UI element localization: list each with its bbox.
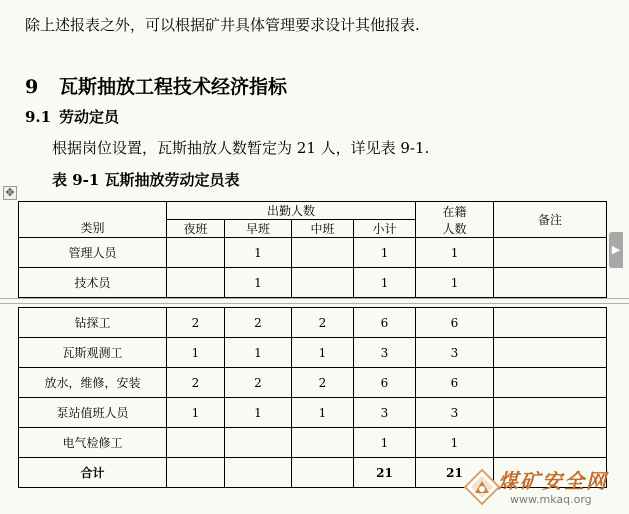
table-row — [19, 238, 607, 268]
staffing-table-top — [18, 201, 607, 298]
staffing-table-bottom — [18, 307, 607, 488]
total-subtotal: 21 — [354, 458, 416, 488]
cell-remarks — [494, 268, 607, 298]
table-row — [19, 308, 607, 338]
row-category: 瓦斯观测工 — [19, 338, 167, 368]
header-remarks: 备注 — [494, 202, 607, 238]
cell-registered: 6 — [416, 308, 494, 338]
chevron-right-icon[interactable]: ▶ — [609, 232, 623, 268]
body-paragraph: 根据岗位设置，瓦斯抽放人数暂定为 21 人，详见表 9-1. — [52, 139, 430, 157]
cell-subtotal: 3 — [354, 398, 416, 428]
table-row — [19, 398, 607, 428]
table-row — [19, 368, 607, 398]
watermark-url: www.mkaq.org — [510, 493, 592, 506]
header-morning-shift: 早班 — [225, 220, 292, 238]
total-registered: 21 — [416, 458, 494, 488]
cell-subtotal: 3 — [354, 338, 416, 368]
page-break-line — [0, 298, 629, 299]
move-handle-icon[interactable]: ✥ — [3, 186, 17, 200]
row-category: 泵站值班人员 — [19, 398, 167, 428]
cell-morning: 2 — [225, 368, 292, 398]
cell-night: 2 — [167, 368, 225, 398]
cell-morning: 1 — [225, 338, 292, 368]
cell-night — [167, 458, 225, 488]
cell-remarks — [494, 368, 607, 398]
table-row — [19, 428, 607, 458]
subsection-number: 9.1 — [25, 108, 52, 126]
cell-remarks — [494, 338, 607, 368]
cell-middle: 2 — [292, 368, 354, 398]
row-category: 管理人员 — [19, 238, 167, 268]
cell-middle: 1 — [292, 338, 354, 368]
total-label: 合计 — [19, 458, 167, 488]
cell-morning — [225, 458, 292, 488]
cell-subtotal: 1 — [354, 238, 416, 268]
cell-night — [167, 428, 225, 458]
header-attendance: 出勤人数 — [167, 202, 416, 220]
cell-middle: 2 — [292, 308, 354, 338]
cell-morning: 1 — [225, 268, 292, 298]
page-break-line — [0, 303, 629, 304]
cell-registered: 1 — [416, 268, 494, 298]
cell-night — [167, 238, 225, 268]
cell-registered: 6 — [416, 368, 494, 398]
header-category: 类别 — [19, 202, 167, 238]
row-category: 技术员 — [19, 268, 167, 298]
cell-morning — [225, 428, 292, 458]
cell-middle — [292, 428, 354, 458]
cell-registered: 1 — [416, 238, 494, 268]
section-title: 瓦斯抽放工程技术经济指标 — [59, 76, 288, 98]
row-category: 放水，维修，安装 — [19, 368, 167, 398]
header-registered-line1: 在籍 — [442, 204, 467, 219]
header-middle-shift: 中班 — [292, 220, 354, 238]
cell-night — [167, 268, 225, 298]
cell-middle: 1 — [292, 398, 354, 428]
cell-middle — [292, 268, 354, 298]
subsection-heading — [25, 106, 119, 127]
section-heading — [25, 72, 287, 99]
table-row — [19, 268, 607, 298]
cell-registered: 1 — [416, 428, 494, 458]
cell-remarks — [494, 308, 607, 338]
row-category: 电气检修工 — [19, 428, 167, 458]
table-caption: 表 9-1 瓦斯抽放劳动定员表 — [52, 171, 240, 189]
cell-remarks — [494, 398, 607, 428]
cell-middle — [292, 458, 354, 488]
row-category: 钻探工 — [19, 308, 167, 338]
cell-remarks — [494, 428, 607, 458]
intro-paragraph: 除上述报表之外，可以根据矿井具体管理要求设计其他报表. — [25, 16, 420, 34]
cell-morning: 1 — [225, 398, 292, 428]
cell-morning: 2 — [225, 308, 292, 338]
watermark-emblem-icon — [462, 467, 502, 507]
cell-remarks — [494, 238, 607, 268]
header-night-shift: 夜班 — [167, 220, 225, 238]
cell-subtotal: 6 — [354, 368, 416, 398]
cell-night: 2 — [167, 308, 225, 338]
cell-registered: 3 — [416, 338, 494, 368]
cell-subtotal: 6 — [354, 308, 416, 338]
cell-subtotal: 1 — [354, 268, 416, 298]
cell-registered: 3 — [416, 398, 494, 428]
cell-subtotal: 1 — [354, 428, 416, 458]
subsection-title: 劳动定员 — [59, 108, 120, 126]
header-registered — [416, 202, 494, 238]
header-subtotal: 小计 — [354, 220, 416, 238]
header-registered-line2: 人数 — [442, 221, 467, 236]
cell-middle — [292, 238, 354, 268]
table-row — [19, 338, 607, 368]
cell-night: 1 — [167, 398, 225, 428]
cell-night: 1 — [167, 338, 225, 368]
watermark-logo — [462, 463, 629, 514]
section-number: 9 — [25, 76, 39, 98]
watermark-name: 煤矿安全网 — [498, 469, 608, 493]
cell-morning: 1 — [225, 238, 292, 268]
